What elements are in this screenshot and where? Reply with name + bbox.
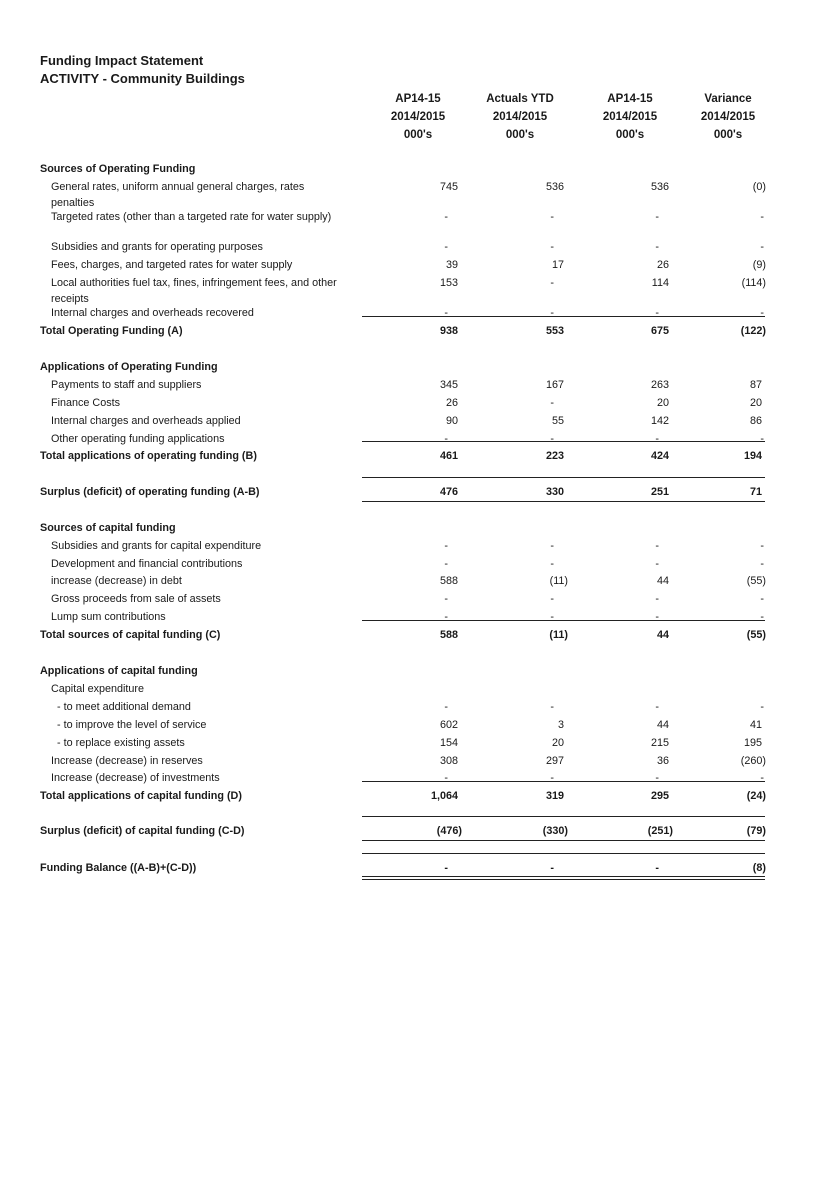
cell-value-col3: - (655, 433, 659, 445)
cell-value-col1: - (444, 701, 448, 713)
cell-value-col4: 194 (743, 450, 762, 462)
cell-value-col2: 3 (557, 719, 564, 731)
cell-value-col4: (260) (740, 755, 766, 767)
cell-value-col1: - (444, 433, 448, 445)
heading-row-label: Sources of capital funding (40, 522, 176, 534)
cell-value-col1: 345 (439, 379, 458, 391)
double-underline (362, 876, 765, 880)
cell-value-col2: 17 (551, 259, 564, 271)
cell-value-col4: (24) (746, 790, 766, 802)
cell-value-col4: - (760, 433, 764, 445)
cell-value-col2: - (550, 862, 554, 874)
cell-value-col4: - (760, 241, 764, 253)
cell-value-col1: 745 (439, 181, 458, 193)
cell-value-col2: - (550, 593, 554, 605)
item-row-label: Subsidies and grants for operating purposes (51, 241, 263, 253)
cell-value-col4: 41 (749, 719, 762, 731)
cell-value-col3: 251 (650, 486, 669, 498)
cell-value-col1: 602 (439, 719, 458, 731)
cell-value-col2: - (550, 433, 554, 445)
column-header-2-line2: 2014/2015 (492, 111, 548, 123)
cell-value-col3: 44 (656, 719, 669, 731)
cell-value-col4: 87 (749, 379, 762, 391)
cell-value-col3: 26 (656, 259, 669, 271)
column-header-1-line1: AP14-15 (395, 93, 441, 105)
item-row-label: Targeted rates (other than a targeted rate for water supply) (51, 211, 332, 223)
cell-value-col4: - (760, 772, 764, 784)
cell-value-col2: - (550, 558, 554, 570)
cell-value-col2: (11) (549, 629, 568, 641)
item-row-label-continued: receipts (51, 293, 89, 305)
cell-value-col1: 588 (439, 575, 458, 587)
item-row-label: Increase (decrease) in reserves (51, 755, 203, 767)
cell-value-col1: 1,064 (430, 790, 458, 802)
surplus-row-label: Surplus (deficit) of operating funding (A-B) (40, 486, 260, 498)
cell-value-col2: 553 (545, 325, 564, 337)
cell-value-col2: 536 (545, 181, 564, 193)
cell-value-col1: 154 (439, 737, 458, 749)
cell-value-col3: 536 (650, 181, 669, 193)
cell-value-col3: 263 (650, 379, 669, 391)
cell-value-col2: - (550, 241, 554, 253)
divider-line (362, 853, 765, 854)
cell-value-col3: 142 (650, 415, 669, 427)
cell-value-col3: 215 (650, 737, 669, 749)
cell-value-col4: (114) (741, 277, 766, 289)
column-header-2-line1: Actuals YTD (486, 93, 554, 105)
cell-value-col4: 195 (743, 737, 762, 749)
total-row-label: Total Operating Funding (A) (40, 325, 183, 337)
cell-value-col1: 461 (439, 450, 458, 462)
column-header-1-line3: 000's (403, 129, 433, 141)
column-header-4-line2: 2014/2015 (700, 111, 756, 123)
subitem-row-label: - to meet additional demand (57, 701, 191, 713)
item-row-label-continued: penalties (51, 197, 95, 209)
cell-value-col2: 223 (545, 450, 564, 462)
cell-value-col4: (55) (746, 629, 766, 641)
item-row-label: Other operating funding applications (51, 433, 225, 445)
column-header-3-line3: 000's (615, 129, 645, 141)
cell-value-col2: 167 (545, 379, 564, 391)
divider-line (362, 477, 765, 478)
cell-value-col2: - (550, 772, 554, 784)
cell-value-col1: - (444, 611, 448, 623)
total-row-label: Total applications of operating funding (B) (40, 450, 257, 462)
cell-value-col3: 675 (650, 325, 669, 337)
divider-line (362, 501, 765, 502)
cell-value-col3: 20 (656, 397, 669, 409)
divider-line (362, 620, 765, 621)
cell-value-col4: (8) (752, 862, 766, 874)
cell-value-col4: - (760, 558, 764, 570)
total-row-label: Total sources of capital funding (C) (40, 629, 221, 641)
cell-value-col1: 476 (439, 486, 458, 498)
activity-subtitle: ACTIVITY - Community Buildings (40, 71, 245, 86)
column-header-3-line1: AP14-15 (607, 93, 653, 105)
cell-value-col2: - (550, 211, 554, 223)
cell-value-col2: (11) (549, 575, 568, 587)
cell-value-col3: - (655, 701, 659, 713)
item-row-label: Finance Costs (51, 397, 121, 409)
item-row-label: General rates, uniform annual general charges, rates (51, 181, 305, 193)
cell-value-col3: - (655, 593, 659, 605)
cell-value-col4: (0) (752, 181, 766, 193)
divider-line (362, 816, 765, 817)
divider-line (362, 781, 765, 782)
cell-value-col1: 588 (439, 629, 458, 641)
cell-value-col1: - (444, 558, 448, 570)
item-row-label: increase (decrease) in debt (51, 575, 182, 587)
cell-value-col4: (122) (740, 325, 766, 337)
cell-value-col2: 319 (545, 790, 564, 802)
item-row-label: Capital expenditure (51, 683, 145, 695)
cell-value-col1: 938 (439, 325, 458, 337)
cell-value-col1: - (444, 307, 448, 319)
cell-value-col2: - (550, 611, 554, 623)
cell-value-col2: - (550, 701, 554, 713)
cell-value-col4: 20 (749, 397, 762, 409)
cell-value-col3: - (655, 558, 659, 570)
cell-value-col1: 90 (445, 415, 458, 427)
cell-value-col4: 71 (749, 486, 762, 498)
cell-value-col1: 153 (439, 277, 458, 289)
cell-value-col4: (79) (746, 825, 766, 837)
heading-row-label: Applications of capital funding (40, 665, 198, 677)
statement-title: Funding Impact Statement (40, 53, 204, 68)
item-row-label: Lump sum contributions (51, 611, 166, 623)
cell-value-col1: 39 (445, 259, 458, 271)
cell-value-col4: 86 (749, 415, 762, 427)
cell-value-col1: - (444, 540, 448, 552)
cell-value-col1: - (444, 241, 448, 253)
cell-value-col3: 295 (650, 790, 669, 802)
cell-value-col4: (9) (752, 259, 766, 271)
item-row-label: Development and financial contributions (51, 558, 243, 570)
cell-value-col1: - (444, 862, 448, 874)
column-header-2-line3: 000's (505, 129, 535, 141)
item-row-label: Increase (decrease) of investments (51, 772, 220, 784)
cell-value-col2: 330 (545, 486, 564, 498)
item-row-label: Gross proceeds from sale of assets (51, 593, 221, 605)
cell-value-col1: - (444, 593, 448, 605)
column-header-4-line3: 000's (713, 129, 743, 141)
subitem-row-label: - to replace existing assets (57, 737, 185, 749)
cell-value-col3: - (655, 540, 659, 552)
cell-value-col1: (476) (436, 825, 462, 837)
cell-value-col4: (55) (746, 575, 766, 587)
cell-value-col4: - (760, 211, 764, 223)
cell-value-col2: - (550, 277, 554, 289)
cell-value-col1: - (444, 772, 448, 784)
cell-value-col1: 26 (445, 397, 458, 409)
surplus-row-label: Surplus (deficit) of capital funding (C-D) (40, 825, 245, 837)
cell-value-col2: (330) (542, 825, 568, 837)
cell-value-col4: - (760, 540, 764, 552)
cell-value-col2: - (550, 540, 554, 552)
divider-line (362, 441, 765, 442)
cell-value-col3: - (655, 307, 659, 319)
cell-value-col3: - (655, 772, 659, 784)
cell-value-col3: (251) (647, 825, 673, 837)
cell-value-col3: 44 (656, 629, 669, 641)
cell-value-col3: 114 (651, 277, 669, 289)
heading-row-label: Applications of Operating Funding (40, 361, 218, 373)
heading-row-label: Sources of Operating Funding (40, 163, 196, 175)
cell-value-col3: - (655, 862, 659, 874)
cell-value-col3: - (655, 241, 659, 253)
subitem-row-label: - to improve the level of service (57, 719, 207, 731)
cell-value-col3: - (655, 611, 659, 623)
cell-value-col2: 20 (551, 737, 564, 749)
cell-value-col2: - (550, 307, 554, 319)
cell-value-col4: - (760, 593, 764, 605)
cell-value-col4: - (760, 307, 764, 319)
cell-value-col2: - (550, 397, 554, 409)
cell-value-col3: 44 (656, 575, 669, 587)
cell-value-col1: 308 (439, 755, 458, 767)
item-row-label: Internal charges and overheads recovered (51, 307, 254, 319)
balance-row-label: Funding Balance ((A-B)+(C-D)) (40, 862, 197, 874)
divider-line (362, 840, 765, 841)
item-row-label: Fees, charges, and targeted rates for water supply (51, 259, 293, 271)
cell-value-col4: - (760, 611, 764, 623)
column-header-4-line1: Variance (704, 93, 752, 105)
cell-value-col4: - (760, 701, 764, 713)
cell-value-col3: 424 (650, 450, 669, 462)
cell-value-col3: 36 (656, 755, 669, 767)
cell-value-col2: 297 (545, 755, 564, 767)
item-row-label: Internal charges and overheads applied (51, 415, 241, 427)
total-row-label: Total applications of capital funding (D) (40, 790, 242, 802)
cell-value-col2: 55 (551, 415, 564, 427)
cell-value-col1: - (444, 211, 448, 223)
item-row-label: Local authorities fuel tax, fines, infringement fees, and other (51, 277, 337, 289)
item-row-label: Payments to staff and suppliers (51, 379, 202, 391)
divider-line (362, 316, 765, 317)
item-row-label: Subsidies and grants for capital expenditure (51, 540, 262, 552)
cell-value-col3: - (655, 211, 659, 223)
column-header-1-line2: 2014/2015 (390, 111, 446, 123)
column-header-3-line2: 2014/2015 (602, 111, 658, 123)
